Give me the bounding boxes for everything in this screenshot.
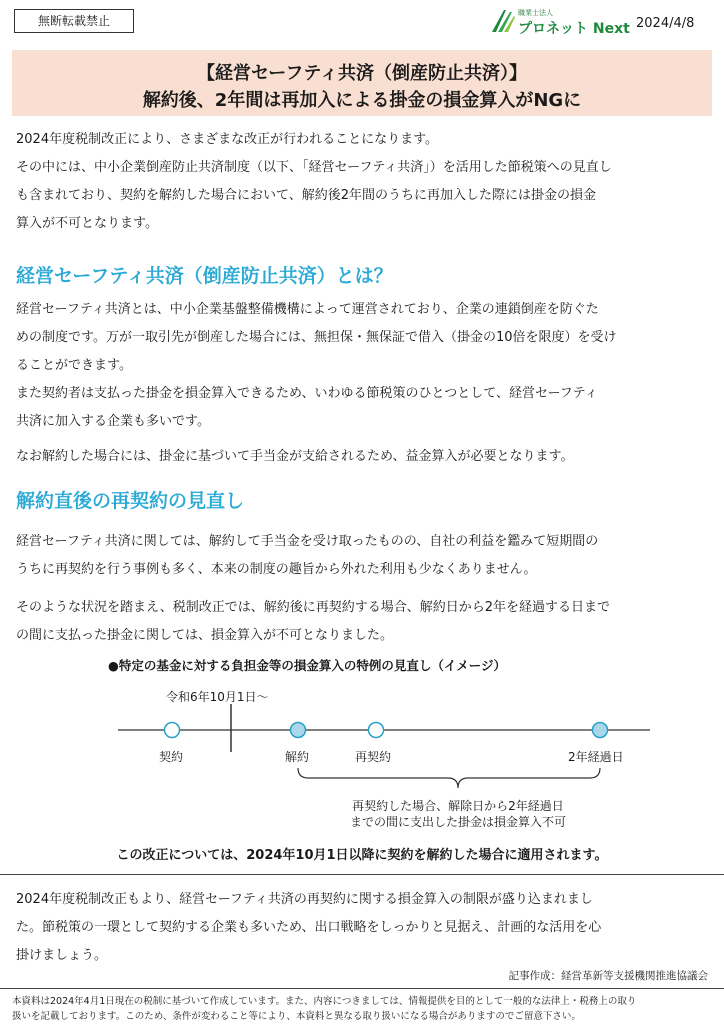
diagram-note-line-2: までの間に支出した掛金は損金算入不可 xyxy=(349,815,566,829)
diagram-title: ●特定の基金に対する負担金等の損金算入の特例の見直し（イメージ） xyxy=(108,658,507,673)
divider-top xyxy=(0,874,724,875)
intro-line-2: その中には、中小企業倒産防止共済制度（以下、「経営セーフティ共済」）を活用した節税策への見直し xyxy=(16,160,612,175)
timeline-point-recontract xyxy=(369,723,384,738)
timeline-label-recontract: 再契約 xyxy=(355,750,392,764)
divider-bottom xyxy=(0,988,724,989)
publish-date: 2024/4/8 xyxy=(636,16,695,31)
summary-line-3: 掛けましょう。 xyxy=(16,948,108,963)
diagram-note-line-1: 再契約した場合、解除日から2年経過日 xyxy=(352,799,564,813)
section2-line-1: 経営セーフティ共済に関しては、解約して手当金を受け取ったものの、自社の利益を鑑みて短期間の xyxy=(16,534,599,549)
section1-line-3: ることができます。 xyxy=(16,358,132,373)
timeline-point-two-years xyxy=(593,723,608,738)
footnote-line-2: 扱いを記載しております。このため、条件が変わること等により、本資料と異なる取り扱いになる場合がありますのでご留意下さい。 xyxy=(12,1011,581,1022)
footnote-line-1: 本資料は2024年4月1日現在の税制に基づいて作成しています。また、内容につきましては、情報提供を目的として一般的な法律上・税務上の取り xyxy=(12,996,637,1007)
title-line-2: 解約後、2年間は再加入による掛金の損金算入がNGに xyxy=(142,90,582,111)
company-logo xyxy=(490,6,630,40)
logo-subtitle: 職業士法人 xyxy=(518,9,553,17)
section2-line-2: うちに再契約を行う事例も多く、本来の制度の趣旨から外れた利用も少なくありません。 xyxy=(16,562,537,577)
section2-line-3: そのような状況を踏まえ、税制改正では、解約後に再契約する場合、解約日から2年を経過する日まで xyxy=(16,600,611,615)
section1-line-1: 経営セーフティ共済とは、中小企業基盤整備機構によって運営されており、企業の連鎖倒産を防ぐた xyxy=(16,302,599,317)
section-heading-what-is: 経営セーフティ共済（倒産防止共済）とは？ xyxy=(16,265,393,287)
leaf-logo-icon xyxy=(490,8,516,34)
section1-line-2: めの制度です。万が一取引先が倒産した場合には、無担保・無保証で借入（掛金の10倍を限度）を受け xyxy=(16,330,617,345)
article-author: 記事作成：経営革新等支援機関推進協議会 xyxy=(508,970,708,982)
application-notice: この改正については、2024年10月1日以降に契約を解約した場合に適用されます。 xyxy=(116,848,608,863)
timeline-label-two-years: 2年経過日 xyxy=(568,750,624,764)
summary-line-1: 2024年度税制改正もより、経営セーフティ共済の再契約に関する損金算入の制限が盛り込まれまし xyxy=(16,892,593,907)
timeline-point-cancel xyxy=(291,723,306,738)
section1-line-6: なお解約した場合には、掛金に基づいて手当金が支給されるため、益金算入が必要となります。 xyxy=(16,449,574,464)
timeline-range-bracket xyxy=(298,768,600,788)
intro-line-1: 2024年度税制改正により、さまざまな改正が行われることになります。 xyxy=(16,132,439,147)
intro-line-3: も含まれており、契約を解約した場合において、解約後2年間のうちに再加入した際には掛金の損金 xyxy=(16,188,597,203)
no-reprint-badge: 無断転載禁止 xyxy=(14,9,134,33)
section2-line-4: の間に支払った掛金に関しては、損金算入が不可となりました。 xyxy=(16,628,394,643)
section1-line-5: 共済に加入する企業も多いです。 xyxy=(16,414,210,429)
intro-line-4: 算入が不可となります。 xyxy=(16,216,158,231)
title-banner xyxy=(12,50,712,116)
timeline-point-contract xyxy=(165,723,180,738)
section1-line-4: また契約者は支払った掛金を損金算入できるため、いわゆる節税策のひとつとして、経営セーフティ xyxy=(16,386,598,401)
title-line-1: 【経営セーフティ共済（倒産防止共済）】 xyxy=(197,63,527,84)
timeline-label-cancel: 解約 xyxy=(285,750,310,764)
logo-name: プロネット Next xyxy=(518,21,630,37)
summary-line-2: た。節税策の一環として契約する企業も多いため、出口戦略をしっかりと見据え、計画的な活用を心 xyxy=(16,920,602,935)
section-heading-recontract: 解約直後の再契約の見直し xyxy=(16,490,245,512)
diagram-start-date-label: 令和6年10月1日～ xyxy=(166,690,269,704)
timeline-label-contract: 契約 xyxy=(159,750,184,764)
